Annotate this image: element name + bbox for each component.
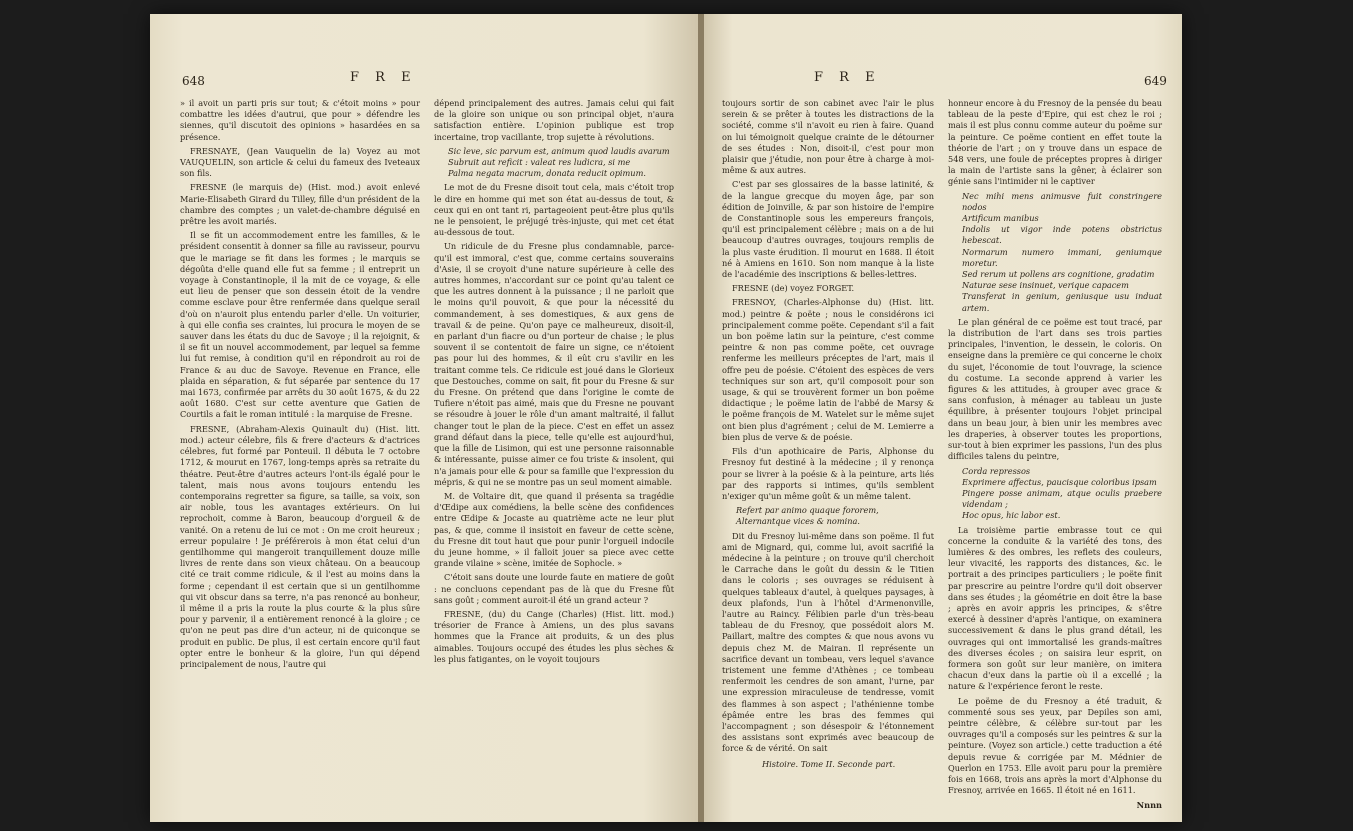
paragraph: La troisième partie embrasse tout ce qui concerne la conduite & la variété des tons, des lumières & des ombres, les reflets des couleurs, leur vivacité, les rapports des distances, &c. le portrait a des principes particuliers ; le poëte finit par prescrire au peintre l'ordre qu'il doit observer dans ses études ; la géométrie en doit être la base ; après en avoir appris les principes, & s'être exercé à dessiner d'après l'antique, on examinera successivement & dans le plus grand détail, les ouvrages qui ont immortalisé les grands-maîtres des diverses écoles ; on saisira leur esprit, on formera son goût sur leur manière, on imitera chacun d'eux dans la partie où il a excellé ; la nature & l'expérience feront le reste. <box>948 524 1162 692</box>
left-page <box>150 14 698 822</box>
left-column-2 <box>434 98 674 668</box>
running-head-right: F R E <box>814 70 881 85</box>
page-number-left: 648 <box>182 74 205 88</box>
paragraph: Le mot de du Fresne disoit tout cela, mais c'étoit trop le dire en homme qui met son état au-dessus de tout, & ceux qui en ont tant ri, partageoient peut-être plus qu'ils ne le pensoient, le préjugé très-injuste, qui met cet état au-dessous de tout. <box>434 182 674 238</box>
latin-verse: Sic leve, sic parvum est, animum quod laudis avarum Subruit aut reficit : valeat res ludicra, si me Palma negata macrum, donata reducit opimum. <box>448 145 670 179</box>
page-signature: Histoire. Tome II. Seconde part. <box>762 758 896 769</box>
latin-verse: Refert par animo quaque fororem, Alternantque vices & nomina. <box>736 505 879 527</box>
paragraph: C'étoit sans doute une lourde faute en matiere de goût : ne concluons cependant pas de là que du Fresne fût sans goût ; comment auroit-il été un grand acteur ? <box>434 572 674 605</box>
paragraph: Fils d'un apothicaire de Paris, Alphonse du Fresnoy fut destiné à la médecine ; il y renonça pour se livrer à la poésie & à la peinture, arts liés par des rapports si intimes, qu'ils semblent n'exiger qu'un même goût & un même talent. <box>722 446 934 501</box>
paragraph: Le plan général de ce poëme est tout tracé, par la distribution de l'art dans ses trois parties principales, l'invention, le dessein, le coloris. On enseigne dans la première ce qui concerne le choix du sujet, l'économie de tout l'ouvrage, la science du costume. La seconde apprend à varier les figures & les attitudes, à grouper avec grace & sans confusion, à ménager au tableau un juste équilibre, à présenter toujours l'objet principal dans un beau jour, à bien unir les membres avec les draperies, à observer toutes les proportions, sur-tout à bien exprimer les passions, l'un des plus difficiles talens du peintre, <box>948 316 1162 462</box>
paragraph: Le poëme de du Fresnoy a été traduit, & commenté sous ses yeux, par Depiles son ami, peintre célèbre, & célèbre sur-tout par les ouvrages qu'il a composés sur les peintres & sur la peinture. (Voyez son article.) cette traduction a été depuis revue & corrigée par M. Médnier de Querlon en 1753. Elle avoit paru pour la première fois en 1668, trois ans après la mort d'Alphonse du Fresnoy, arrivée en 1665. Il étoit né en 1611. <box>948 695 1162 796</box>
entry-fresnoy: FRESNOY, (Charles-Alphonse du) (Hist. litt. mod.) peintre & poëte ; nous le considérons ici principalement comme poëte. Cependant s'il a fait un bon poëme latin sur la peinture, c'est comme peintre & non pas comme poëte, cet ouvrage renferme les meilleurs préceptes de l'art, mais il offre peu de poésie. C'étoient des espèces de vers techniques sur son art, qu'il composoit pour son usage, & qui se trouvèrent former un bon poëme didactique ; le poëme latin de l'abbé de Marsy & le poëme françois de M. Watelet sur le même sujet ont bien plus d'agrément ; celui de M. Lemierre a bien plus de verve & de poésie. <box>722 297 934 442</box>
signature-mark: Nnnn <box>1136 800 1162 811</box>
right-column-1 <box>722 98 934 773</box>
entry-fresne-de: FRESNE (de) voyez FORGET. <box>732 283 855 294</box>
entry-fresne-marquis: FRESNE (le marquis de) (Hist. mod.) avoit enlevé Marie-Elisabeth Girard du Tilley, fille d'un président de la chambre des comptes ; un valet-de-chambre déguisé en prêtre les avoit mariés. <box>180 182 420 227</box>
right-page <box>704 14 1182 822</box>
paragraph: M. de Voltaire dit, que quand il présenta sa tragédie d'Œdipe aux comédiens, la belle scène des confidences entre Œdipe & Jocaste au quatrième acte ne leur plut pas, & que, comme il insistoit en faveur de cette scène, du Fresne dit tout haut que pour punir l'orgueil indocile du jeune homme, » il falloit jouer sa piece avec cette grande vilaine » scène, imitée de Sophocle. » <box>434 490 674 569</box>
running-head-left: F R E <box>350 70 417 85</box>
latin-verse: Nec mihi mens animusve fuit constringere nodos Artificum manibus Indolis ut vigor inde potens obstrictus hebescat. Normarum numero immani, geniumque moretur. Sed rerum ut pollens ars cognitione, gradatim Naturae sese insinuet, verique capacem Transferat in genium, geniusque usu induat artem. <box>962 190 1162 313</box>
right-column-2 <box>948 98 1162 815</box>
latin-verse: Corda repressos Exprimere affectus, paucisque coloribus ipsam Pingere posse animam, atque oculis praebere videndam ; Hoc opus, hic labor est. <box>962 465 1162 521</box>
paragraph: honneur encore à du Fresnoy de la pensée du beau tableau de la peste d'Epire, qui est chez le roi ; mais il est plus connu comme auteur du poëme sur la peinture. Ce poëme contient en effet toute la théorie de l'art ; on y trouve dans un espace de 548 vers, une foule de préceptes propres à diriger la main de l'artiste sans la gêner, à éclairer son génie sans l'intimider ni le captiver <box>948 98 1162 187</box>
paragraph: toujours sortir de son cabinet avec l'air le plus serein & se prêter à toutes les distractions de la société, comme s'il n'avoit eu rien à faire. Quand on lui témoignoit quelque crainte de le détourner de ses études : Non, disoit-il, c'est pour mon plaisir que j'étudie, non pour être à charge à moi-même & aux autres. <box>722 98 934 176</box>
paragraph: Il se fit un accommodement entre les familles, & le président consentit à donner sa fille au ravisseur, pourvu que le mariage se fit dans les formes ; le marquis se dégoûta d'elle quand elle fut sa femme ; il entreprit un voyage à Constantinople, il la mit de ce voyage, & elle eut lieu de penser que son dessein étoit de la vendre comme esclave pour être renfermée dans quelque serail d'où on n'auroit plus entendu parler d'elle. Un voiturier, à qui elle confia ses craintes, lui procura le moyen de se sauver dans les états du duc de Savoye ; il la rejoignit, & il se fit un nouvel accommodement, par lequel sa femme lui fut remise, à condition qu'il en répondroit au roi de France & au duc de Savoye. Revenue en France, elle plaida en séparation, & fut séparée par sentence du 17 mai 1673, confirmée par arrêts du 30 août 1675, & du 22 août 1680. C'est sur cette aventure que Gatien de Courtils a fait le roman intitulé : la marquise de Fresne. <box>180 230 420 420</box>
paragraph: C'est par ses glossaires de la basse latinité, & de la langue grecque du moyen âge, par son édition de Joinville, & par son histoire de l'empire de Constantinople sous les empereurs françois, qu'il est principalement célèbre ; mais on a de lui beaucoup d'autres ouvrages, toujours remplis de la plus vaste érudition. Il mourut en 1688. Il étoit né à Amiens en 1610. Son nom manque à la liste de l'académie des inscriptions & belles-lettres. <box>722 179 934 280</box>
page-number-right: 649 <box>1144 74 1167 88</box>
entry-fresne-du-cange: FRESNE, (du) du Cange (Charles) (Hist. litt. mod.) trésorier de France à Amiens, un des plus savans hommes que la France ait produits, & un des plus aimables. Toujours occupé des études les plus sèches & les plus fatigantes, on le voyoit toujours <box>434 608 674 664</box>
open-book <box>150 14 1182 822</box>
left-column-1 <box>180 98 420 673</box>
entry-fresnaye: FRESNAYE, (Jean Vauquelin de la) Voyez au mot VAUQUELIN, son article & celui du fameux des Iveteaux son fils. <box>180 145 420 179</box>
paragraph: dépend principalement des autres. Jamais celui qui fait de la gloire son unique ou son principal objet, n'aura satisfaction entière. L'opinion publique est trop incertaine, trop vacillante, trop sujette à révolutions. <box>434 98 674 142</box>
paragraph: Un ridicule de du Fresne plus condamnable, parce-qu'il est immoral, c'est que, comme certains souverains d'Asie, il se croyoit d'une nature supérieure à celle des autres hommes, n'accordant sur ce point qu'au talent ce que les autres donnent à la puissance ; il ne parloit que le moins qu'il pouvoit, & que pour la nécessité du commandement, à ses domestiques, & aux gens de travail & de peine. Qu'on paye ce malheureux, disoit-il, en parlant d'un fiacre ou d'un porteur de chaise ; le plus souvent il se contentoit de faire un signe, ce n'étoient pas pour lui des hommes, & il eût cru s'avilir en les traitant comme tels. Ce ridicule est joué dans le Glorieux que Destouches, comme on sait, fit pour du Fresne & sur du Fresne. On prétend que dans l'origine le comte de Tufiere n'étoit pas aimé, mais que du Fresne ne pouvant se résoudre à jouer le rôle d'un amant maltraité, il fallut changer tout le plan de la piece. C'est en effet un assez grand défaut dans la piece, telle qu'elle est aujourd'hui, que la fille de Lisimon, qui est une personne raisonnable & intéressante, puisse aimer ce fou triste & insolent, qui n'a jamais pour elle & pour sa famille que l'expression du mépris, & qui ne se montre pas un seul moment aimable. <box>434 241 674 487</box>
paragraph: » il avoit un parti pris sur tout; & c'étoit moins » pour combattre les idées d'autrui, que pour » défendre les siennes, qu'il discutoit des opinions » hasardées en sa présence. <box>180 98 420 142</box>
entry-fresne-quinault: FRESNE, (Abraham-Alexis Quinault du) (Hist. litt. mod.) acteur célebre, fils & frere d'acteurs & d'actrices célebres, fut formé par Ponteuil. Il débuta le 7 octobre 1712, & mourut en 1767, long-temps après sa retraite du théatre. Peut-être d'autres acteurs l'ont-ils égalé pour le talent, mais nous avons toujours entendu les contemporains regretter sa figure, sa taille, sa voix, son air noble, tous les avantages extérieurs. On lui reprochoit, comme à Baron, beaucoup d'orgueil & de vanité. On a retenu de lui ce mot : On me croit heureux ; erreur populaire ! Je préférerois à mon état celui d'un gentilhomme qui mangeroit tranquillement douze mille livres de rente dans son vieux château. On a beaucoup cité ce trait comme ridicule, & il l'est au moins dans la forme ; cependant il est certain que si un gentilhomme qui vit obscur dans sa terre, n'a pas renoncé au bonheur, il même il a pris la route la plus courte & la plus sûre pour y parvenir, il a entièrement renoncé à la gloire ; ce qu'on ne peut pas dire d'un acteur, ni de quiconque se produit en public. De plus, il est certain encore qu'il faut opter entre le bonheur & la gloire, l'un qui dépend principalement de nous, l'autre qui <box>180 423 420 669</box>
paragraph: Dit du Fresnoy lui-même dans son poëme. Il fut ami de Mignard, qui, comme lui, avoit sacrifié la médecine à la peinture ; on trouve qu'il cherchoit le Carrache dans le goût du dessin & le Titien dans le coloris ; ses ouvrages se réduisent à quelques tableaux d'autel, à quelques paysages, à deux plafonds, l'un à l'hôtel d'Armenonville, l'autre au Raincy. Félibien parle d'un très-beau tableau de du Fresnoy, que possédoit alors M. Paillart, maître des comptes & que nous avons vu depuis chez M. de Mairan. Il représente un sacrifice devant un tombeau, vers lequel s'avance tristement une femme d'Athènes ; ce tombeau renfermoit les cendres de son amant, l'urne, par une expression miraculeuse de tendresse, vomit des flammes à son aspect ; l'athénienne tombe épâmée entre les bras des femmes qui l'accompagnent ; son désespoir & l'étonnement des assistans sont exprimés avec beaucoup de force & de vérité. On sait <box>722 530 934 754</box>
